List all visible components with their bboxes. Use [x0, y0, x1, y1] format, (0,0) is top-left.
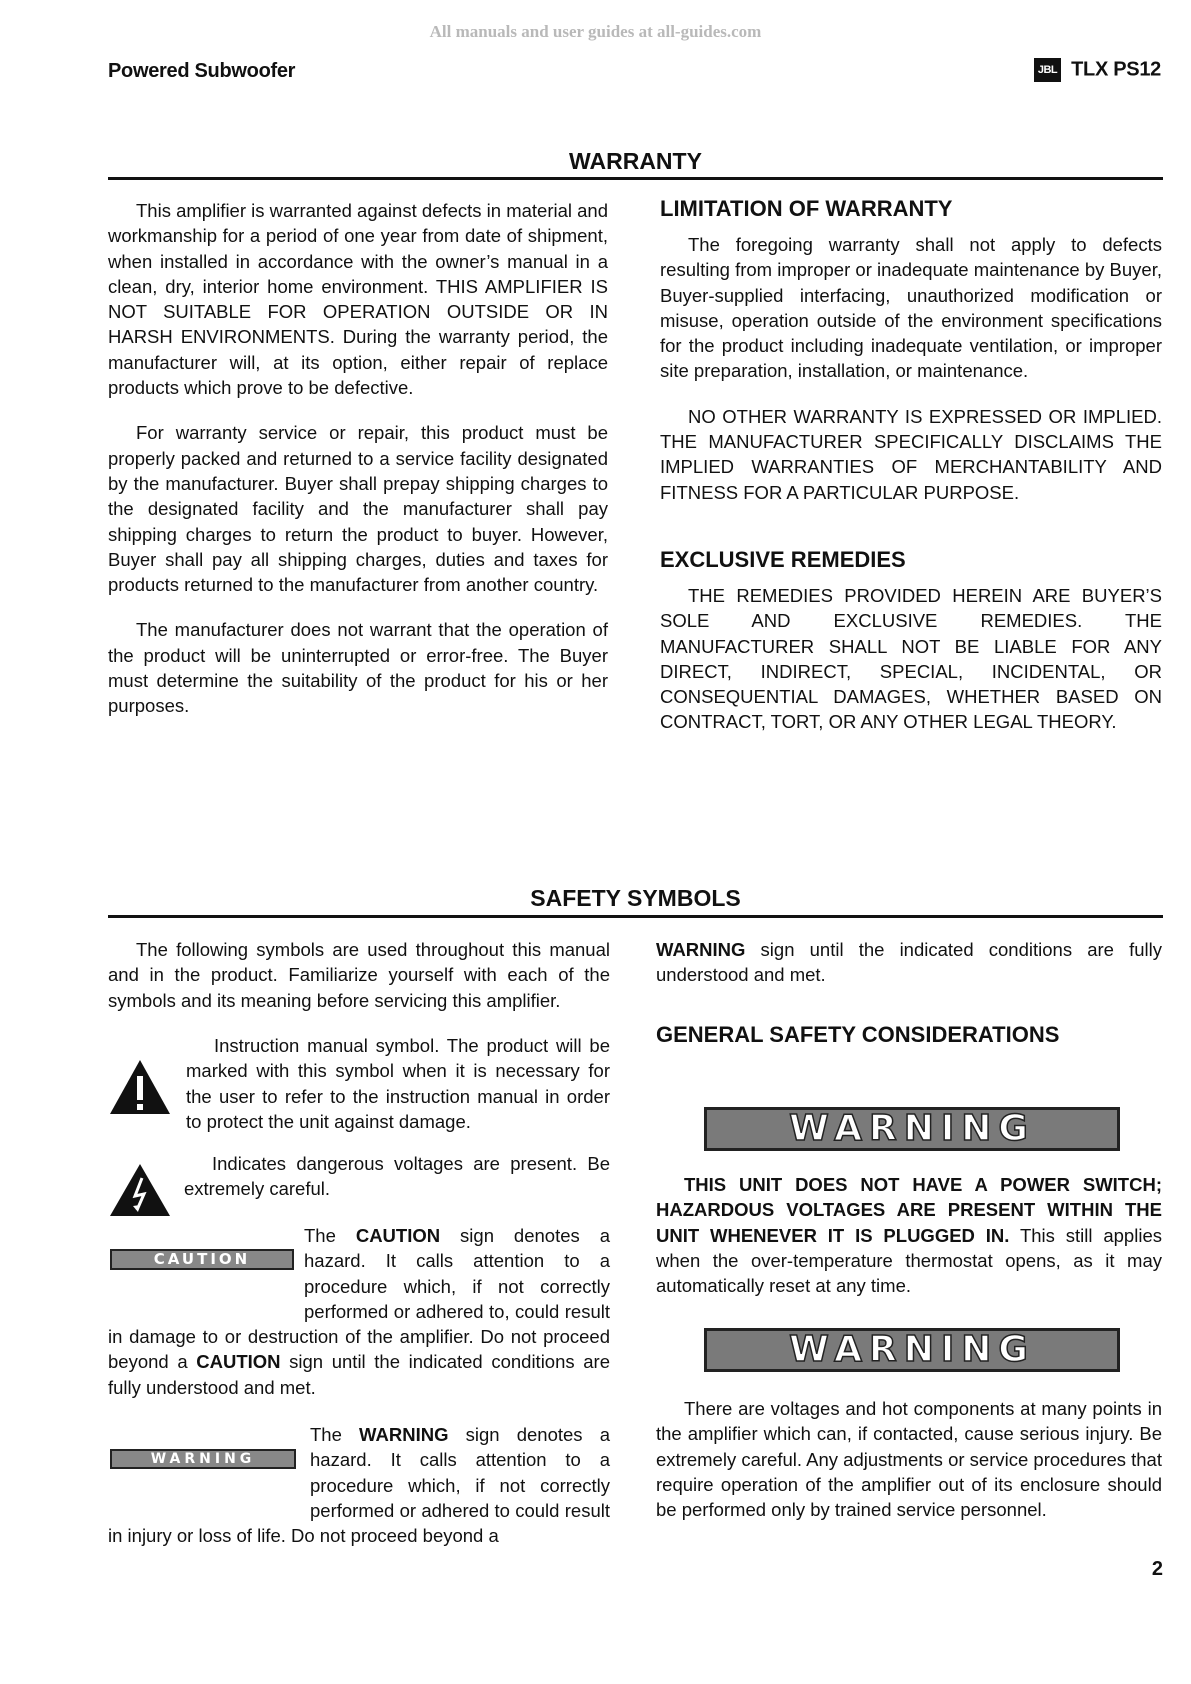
- warning-text: The WARNING sign denotes a hazard. It calls attention to a procedure which, if not correctly performed or adhered to could result in injury or loss of life. Do not proceed beyond a: [108, 1424, 610, 1547]
- watermark: All manuals and user guides at all-guides.com: [429, 22, 762, 41]
- warranty-title: WARRANTY: [569, 148, 702, 174]
- caution-word-2: CAUTION: [196, 1351, 281, 1373]
- exclamation-triangle-icon: [108, 1058, 172, 1116]
- voltage-symbol-text: Indicates dangerous voltages are present. Be extremely careful.: [184, 1153, 610, 1200]
- manual-symbol-text: Instruction manual symbol. The product will be marked with this symbol when it is necessary for the user to refer to the instruction manual in order to protect the unit against damage.: [186, 1035, 610, 1132]
- warranty-paragraph-1: This amplifier is warranted against defects in material and workmanship for a period of one year from date of shipment, when installed in accordance with the owner’s manual in a clean, dry, interior home environment. THIS AMPLIFIER IS NOT SUITABLE FOR OPERATION OUTSIDE OR IN HARSH ENVIRONMENTS. During the warranty period, the manufacturer will, at its option, either repair of replace products which prove to be defective.: [108, 200, 608, 399]
- warranty-paragraph-3: The manufacturer does not warrant that the operation of the product will be uninterrupted or error-free. The Buyer must determine the suitability of the product for his or her purposes.: [108, 619, 608, 717]
- voltage-symbol-block: [184, 1151, 610, 1202]
- general-safety-title: GENERAL SAFETY CONSIDERATIONS: [656, 1021, 1060, 1047]
- caution-block: [108, 1223, 610, 1400]
- header-model: TLX PS12: [1071, 58, 1161, 81]
- safety-right-column: [656, 937, 1162, 1048]
- warranty-right-column: [660, 196, 1162, 735]
- general-safety-block: [656, 1172, 1162, 1298]
- warning-banner-2: WARNING: [704, 1328, 1120, 1372]
- warranty-paragraph-2: For warranty service or repair, this product must be properly packed and returned to a service facility designated by the manufacturer. Buyer shall prepay shipping charges to the designated facility and the manufacturer shall pay shipping charges to return the product to buyer. However, Buyer shall pay all shipping charges, duties and taxes for products returned to the manufacturer from another country.: [108, 422, 608, 596]
- remedies-paragraph: THE REMEDIES PROVIDED HEREIN ARE BUYER’S SOLE AND EXCLUSIVE REMEDIES. THE MANUFACTURER SHALL NOT BE LIABLE FOR ANY DIRECT, INDIRECT, SPECIAL, INCIDENTAL, OR CONSEQUENTIAL DAMAGES, WHETHER BASED ON CONTRACT, TORT, OR ANY OTHER LEGAL THEORY.: [660, 584, 1162, 733]
- warning-banner-1: WARNING: [704, 1107, 1120, 1151]
- manual-symbol-block: [186, 1033, 610, 1134]
- general-safety-paragraph-2: There are voltages and hot components at many points in the amplifier which can, if contacted, cause serious injury. Be extremely careful. Any adjustments or service procedures that require operation of the amplifier out of its enclosure should be performed only by trained service personnel.: [656, 1398, 1162, 1521]
- safety-intro: The following symbols are used throughout this manual and in the product. Familiarize yourself with each of the symbols and its meaning before servicing this amplifier.: [108, 939, 610, 1011]
- caution-sign: CAUTION: [110, 1249, 294, 1270]
- warning-word: WARNING: [359, 1424, 449, 1445]
- limitation-paragraph-2: NO OTHER WARRANTY IS EXPRESSED OR IMPLIED. THE MANUFACTURER SPECIFICALLY DISCLAIMS THE IMPLIED WARRANTIES OF MERCHANTABILITY AND FITNESS FOR A PARTICULAR PURPOSE.: [660, 405, 1162, 503]
- header-left-title: Powered Subwoofer: [108, 60, 296, 82]
- warning-block: [108, 1422, 610, 1548]
- safety-title: SAFETY SYMBOLS: [530, 885, 741, 911]
- general-safety-text: THIS UNIT DOES NOT HAVE A POWER SWITCH; HAZARDOUS VOLTAGES ARE PRESENT WITHIN THE UNIT WHENEVER IT IS PLUGGED IN. This still applies when the over-temperature thermostat opens, as it may automatically reset at any time.: [656, 1174, 1162, 1297]
- safety-left-column: [108, 937, 610, 1013]
- limitation-paragraph-1: The foregoing warranty shall not apply to defects resulting from improper or inadequate maintenance by Buyer, Buyer-supplied interfacing, unauthorized modification or misuse, operation outside of the environment specifications for the product including inadequate ventilation, or improper site preparation, installation, or maintenance.: [660, 234, 1162, 382]
- page-number: 2: [1151, 1558, 1163, 1580]
- caution-word: CAUTION: [355, 1225, 441, 1246]
- general-safety-block-2: [656, 1396, 1162, 1522]
- warning-sign-small: WARNING: [110, 1449, 296, 1469]
- warning-spacer: [108, 1422, 310, 1498]
- limitation-title: LIMITATION OF WARRANTY: [660, 196, 953, 221]
- header-right: [1034, 58, 1161, 82]
- remedies-title: EXCLUSIVE REMEDIES: [660, 546, 906, 572]
- warranty-left-column: [108, 198, 608, 719]
- caution-text: The CAUTION sign denotes a hazard. It calls attention to a procedure which, if not correctly performed or adhered to, could result in damage to or destruction of the amplifier. Do not proceed beyond a CAUTION sign until the indicated conditions are fully understood and met.: [108, 1225, 611, 1398]
- caution-spacer: [108, 1223, 304, 1299]
- warranty-rule: [108, 177, 1163, 180]
- safety-rule: [108, 915, 1163, 918]
- high-voltage-icon: [108, 1162, 172, 1218]
- warning-continued: WARNING sign until the indicated conditions are fully understood and met.: [656, 939, 1162, 986]
- jbl-logo: JBL: [1034, 58, 1061, 82]
